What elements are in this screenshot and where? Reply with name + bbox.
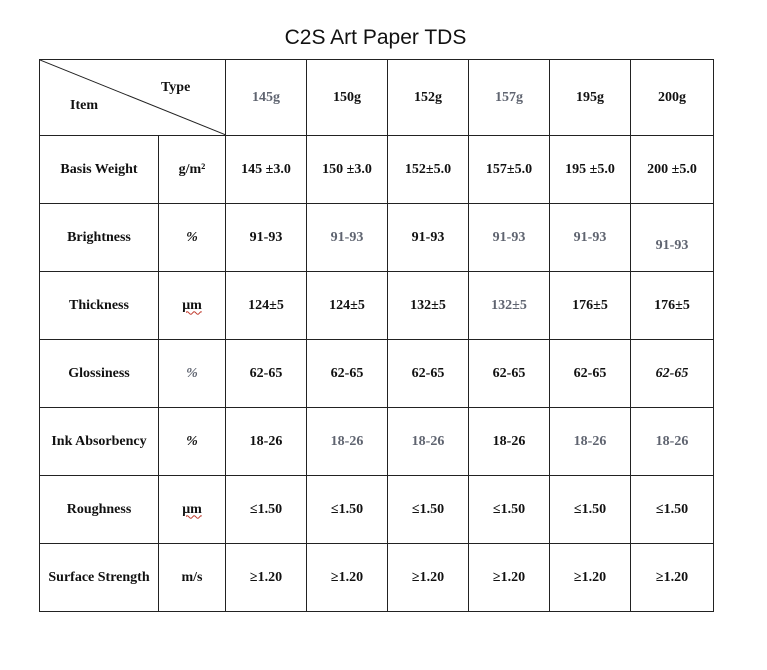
value-cell: 91-93 (307, 204, 388, 272)
header-row (40, 60, 714, 136)
unit-cell (159, 272, 226, 340)
value-cell: 91-93 (469, 204, 550, 272)
value-cell: 62-65 (469, 340, 550, 408)
value-cell: ≥1.20 (388, 544, 469, 612)
value-cell: ≤1.50 (226, 476, 307, 544)
column-header-195g: 195g (550, 60, 631, 136)
item-name: Basis Weight (40, 136, 159, 204)
unit-text: μm (182, 297, 202, 313)
item-name: Brightness (40, 204, 159, 272)
column-header-150g: 150g (307, 60, 388, 136)
spec-table (39, 59, 714, 612)
value-cell: ≥1.20 (226, 544, 307, 612)
value-cell: 62-65 (388, 340, 469, 408)
type-label: Type (161, 80, 191, 95)
value-cell: 132±5 (469, 272, 550, 340)
document-title: C2S Art Paper TDS (284, 26, 467, 49)
value-cell: 145 ±3.0 (226, 136, 307, 204)
value-cell: 18-26 (307, 408, 388, 476)
value-cell: ≥1.20 (550, 544, 631, 612)
value-cell: 18-26 (388, 408, 469, 476)
column-header-200g: 200g (631, 60, 714, 136)
value-cell: ≤1.50 (469, 476, 550, 544)
column-header-145g: 145g (226, 60, 307, 136)
item-name: Roughness (40, 476, 159, 544)
table-row (40, 136, 714, 204)
item-name: Ink Absorbency (40, 408, 159, 476)
value-cell: 132±5 (388, 272, 469, 340)
unit-cell: g/m² (159, 136, 226, 204)
value-cell: 176±5 (550, 272, 631, 340)
corner-header-cell (40, 60, 226, 136)
item-name: Thickness (40, 272, 159, 340)
value-cell: 91-93 (388, 204, 469, 272)
value-cell: 152±5.0 (388, 136, 469, 204)
table-row (40, 340, 714, 408)
value-cell: ≤1.50 (550, 476, 631, 544)
value-cell: 18-26 (226, 408, 307, 476)
table-row (40, 544, 714, 612)
table-row (40, 476, 714, 544)
value-cell: 62-65 (226, 340, 307, 408)
value-cell: 18-26 (550, 408, 631, 476)
unit-text: μm (182, 501, 202, 517)
value-cell: ≥1.20 (631, 544, 714, 612)
value-cell: 91-93 (226, 204, 307, 272)
item-name: Surface Strength (40, 544, 159, 612)
column-header-157g: 157g (469, 60, 550, 136)
table-row (40, 204, 714, 272)
table-row (40, 272, 714, 340)
unit-cell: % (159, 408, 226, 476)
unit-cell: % (159, 340, 226, 408)
value-cell: 62-65 (550, 340, 631, 408)
value-cell: 157±5.0 (469, 136, 550, 204)
value-cell: ≥1.20 (469, 544, 550, 612)
column-header-152g: 152g (388, 60, 469, 136)
unit-cell (159, 476, 226, 544)
value-cell: ≤1.50 (307, 476, 388, 544)
item-label: Item (70, 98, 98, 113)
diagonal-divider (40, 60, 226, 135)
value-cell: 62-65 (631, 340, 714, 408)
value-cell: 91-93 (550, 204, 631, 272)
unit-cell: % (159, 204, 226, 272)
value-cell: 62-65 (307, 340, 388, 408)
value-cell (631, 204, 714, 272)
value-cell: 200 ±5.0 (631, 136, 714, 204)
value-cell: 176±5 (631, 272, 714, 340)
value-cell: ≥1.20 (307, 544, 388, 612)
value-cell: ≤1.50 (388, 476, 469, 544)
value-cell: 195 ±5.0 (550, 136, 631, 204)
value-text: 91-93 (655, 237, 689, 253)
value-cell: 124±5 (226, 272, 307, 340)
unit-cell: m/s (159, 544, 226, 612)
value-cell: ≤1.50 (631, 476, 714, 544)
value-cell: 124±5 (307, 272, 388, 340)
value-cell: 150 ±3.0 (307, 136, 388, 204)
table-row (40, 408, 714, 476)
value-cell: 18-26 (469, 408, 550, 476)
item-name: Glossiness (40, 340, 159, 408)
value-cell: 18-26 (631, 408, 714, 476)
